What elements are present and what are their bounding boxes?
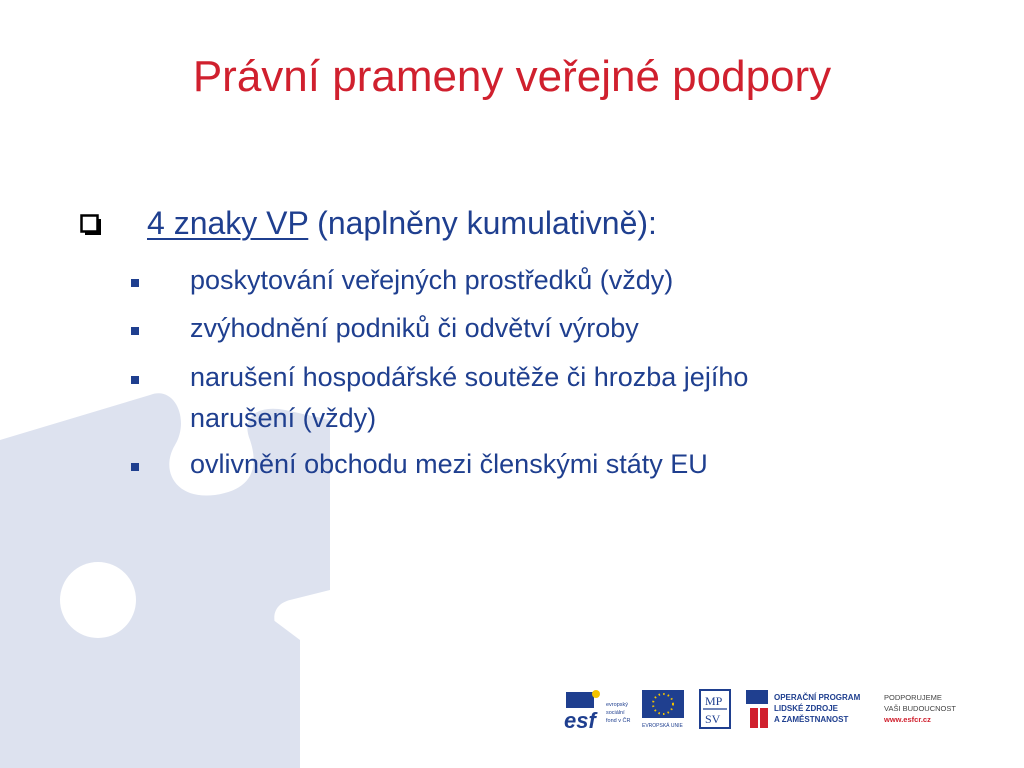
slogan-line-1: PODPORUJEME (884, 693, 942, 702)
square-bullet-icon (131, 376, 139, 384)
eu-caption: EVROPSKÁ UNIE (642, 723, 683, 729)
slide-title: Právní prameny veřejné podpory (192, 52, 832, 101)
main-point (147, 205, 657, 242)
footer-logos (560, 686, 980, 736)
square-bullet-icon (131, 463, 139, 471)
oplzz-line-2: LIDSKÉ ZDROJE (774, 704, 839, 713)
sub-point-3: narušení hospodářské soutěže či hrozba jejího (190, 362, 749, 392)
square-bullet-icon (131, 327, 139, 335)
slogan-url[interactable]: www.esfcr.cz (884, 715, 931, 724)
oplzz-figure-icon (760, 708, 768, 728)
sub-point-4: ovlivnění obchodu mezi členskými státy EU (190, 449, 708, 479)
esf-caption-1: evropský (606, 702, 629, 708)
eu-logo (642, 690, 684, 729)
eu-flag-icon (642, 690, 684, 718)
oplzz-line-3: A ZAMĚSTNANOST (774, 715, 849, 724)
sub-point-3-cont: narušení (vždy) (190, 403, 377, 433)
main-point-text: (naplněny kumulativně): (308, 205, 657, 241)
oplzz-line-1: OPERAČNÍ PROGRAM (774, 693, 861, 702)
esf-logo (564, 690, 630, 733)
esf-caption-2: sociální (606, 710, 625, 716)
mpsv-line-1: MP (705, 694, 723, 708)
esf-brand: esf (564, 708, 596, 733)
sub-point-2: zvýhodnění podniků či odvětví výroby (190, 313, 639, 343)
esf-caption-3: fond v ČR (606, 718, 631, 724)
square-bullet-icon (131, 279, 139, 287)
sub-point-1: poskytování veřejných prostředků (vždy) (190, 265, 674, 295)
slogan-line-2: VAŠI BUDOUCNOST (884, 704, 956, 713)
oplzz-logo (746, 690, 861, 728)
main-point-link[interactable]: 4 znaky VP (147, 205, 309, 241)
puzzle-hole (60, 562, 136, 638)
slogan (883, 693, 956, 724)
esf-star-icon (592, 690, 600, 698)
mpsv-line-2: SV (705, 712, 721, 726)
mpsv-logo (700, 690, 730, 728)
checkbox-bullet-icon (80, 214, 102, 236)
